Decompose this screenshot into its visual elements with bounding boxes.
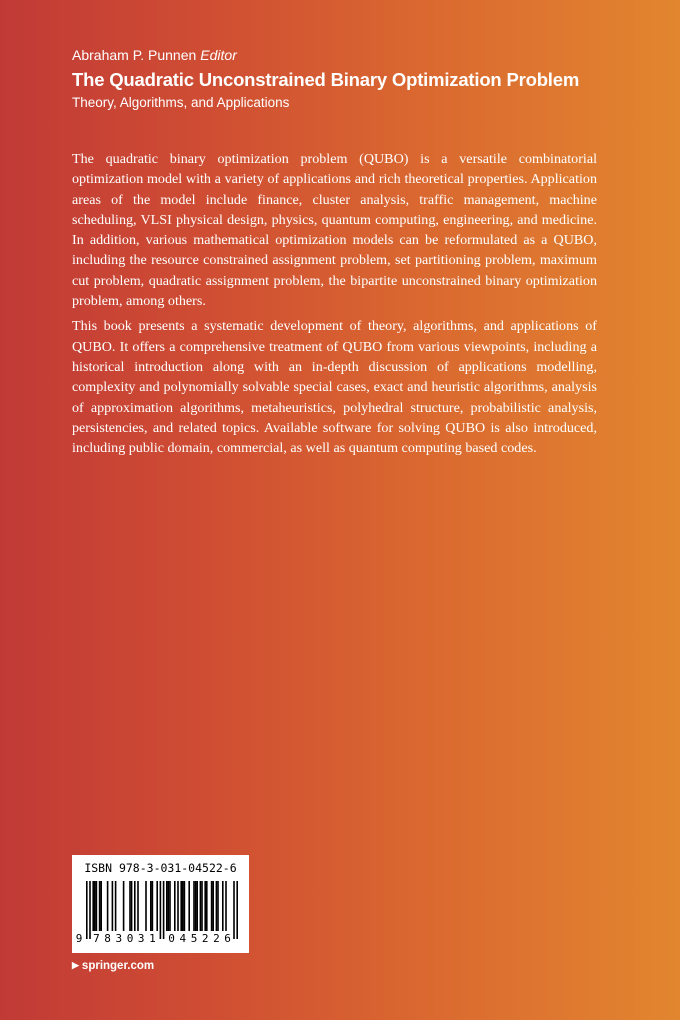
barcode-bar xyxy=(196,881,198,931)
barcode-bar xyxy=(182,881,184,931)
barcode-digit: 5 xyxy=(190,932,198,945)
barcode-bar xyxy=(152,881,154,931)
barcode-digit: 9 xyxy=(75,932,83,945)
editor-line xyxy=(72,46,632,64)
barcode-bar xyxy=(236,881,238,939)
barcode-bar xyxy=(166,881,168,931)
barcode-bar xyxy=(89,881,91,939)
editor-role: Editor xyxy=(200,47,237,63)
barcode-digit: 0 xyxy=(126,932,134,945)
barcode-bar xyxy=(86,881,88,939)
barcode-bar xyxy=(134,881,136,931)
isbn-barcode xyxy=(72,855,249,953)
barcode-bar xyxy=(150,881,152,931)
barcode-digit: 4 xyxy=(179,932,187,945)
back-cover-header xyxy=(72,46,632,113)
publisher-footer xyxy=(72,957,154,974)
barcode-bar xyxy=(195,881,197,931)
barcode-bar xyxy=(163,881,165,939)
barcode-bar xyxy=(193,881,195,931)
barcode-bar xyxy=(156,881,158,931)
barcode-bar xyxy=(177,881,179,931)
barcode-bar xyxy=(217,881,219,931)
barcode-bar xyxy=(107,881,109,931)
isbn-label: ISBN 978-3-031-04522-6 xyxy=(84,861,237,875)
barcode-bar xyxy=(206,881,208,931)
barcode-bar xyxy=(222,881,224,931)
barcode-bar xyxy=(115,881,117,931)
barcode-bar xyxy=(112,881,114,931)
book-subtitle: Theory, Algorithms, and Applications xyxy=(72,95,290,110)
barcode-digit: 8 xyxy=(104,932,111,945)
barcode-bar xyxy=(137,881,139,931)
barcode-bar xyxy=(212,881,214,931)
editor-name: Abraham P. Punnen xyxy=(72,47,197,63)
barcode-bar xyxy=(174,881,176,931)
barcode-bar xyxy=(145,881,147,931)
barcode-bar xyxy=(188,881,190,931)
description-paragraph-1: The quadratic binary optimization problem (QUBO) is a versatile combinatorial optimization model with a variety of applications and rich theoretical properties. Application areas of the model include finance, cluster analysis, traffic management, machine scheduling, VLSI physical design, physics, quantum computing, engineering, and medicine. In addition, various mathematical optimization models can be reformulated as a QUBO, including the resource constrained assignment problem, set partitioning problem, maximum cut problem, quadratic assignment problem, the bipartite unconstrained binary optimization problem, among others. xyxy=(72,151,597,310)
barcode-bar xyxy=(216,881,218,931)
barcode-bar xyxy=(201,881,203,931)
barcode-bar xyxy=(180,881,182,931)
barcode-bar xyxy=(94,881,96,931)
barcode-digit: 3 xyxy=(137,932,145,945)
barcode-bar xyxy=(160,881,162,939)
barcode-digit: 2 xyxy=(201,932,209,945)
barcode-digit: 6 xyxy=(224,932,231,945)
barcode-bar xyxy=(204,881,206,931)
book-title: The Quadratic Unconstrained Binary Optimization Problem xyxy=(72,69,580,90)
barcode-bar xyxy=(131,881,133,931)
triangle-right-icon: ▶ xyxy=(72,960,79,970)
barcode-bar xyxy=(200,881,202,931)
barcode-digit: 0 xyxy=(168,932,175,945)
barcode-digit: 3 xyxy=(115,932,123,945)
barcode-bar xyxy=(211,881,213,931)
barcode-bar xyxy=(99,881,101,931)
barcode-bar xyxy=(233,881,235,939)
barcode-bar xyxy=(92,881,94,931)
barcode-digit: 7 xyxy=(93,932,100,945)
book-description xyxy=(72,149,597,458)
barcode-bar xyxy=(184,881,186,931)
barcode-digit: 1 xyxy=(149,932,156,945)
barcode-bar xyxy=(129,881,131,931)
barcode-image xyxy=(72,877,249,953)
barcode-bar xyxy=(123,881,125,931)
barcode-bar xyxy=(96,881,98,931)
barcode-bar xyxy=(100,881,102,931)
barcode-bar xyxy=(225,881,227,931)
publisher-url[interactable]: springer.com xyxy=(81,960,155,972)
barcode-digit: 2 xyxy=(213,932,220,945)
barcode-bar xyxy=(169,881,171,931)
description-paragraph-2: This book presents a systematic development of theory, algorithms, and applications of QUBO. It offers a comprehensive treatment of QUBO from various viewpoints, including a historical introduction along with an in-depth discussion of applications modelling, complexity and polynomially solvable special cases, exact and heuristic algorithms, analysis of approximation algorithms, metaheuristics, polyhedral structure, probabilistic analysis, persistencies, and related topics. Available software for solving QUBO is also introduced, including public domain, commercial, as well as quantum computing based codes. xyxy=(72,318,597,457)
barcode-bar xyxy=(168,881,170,931)
